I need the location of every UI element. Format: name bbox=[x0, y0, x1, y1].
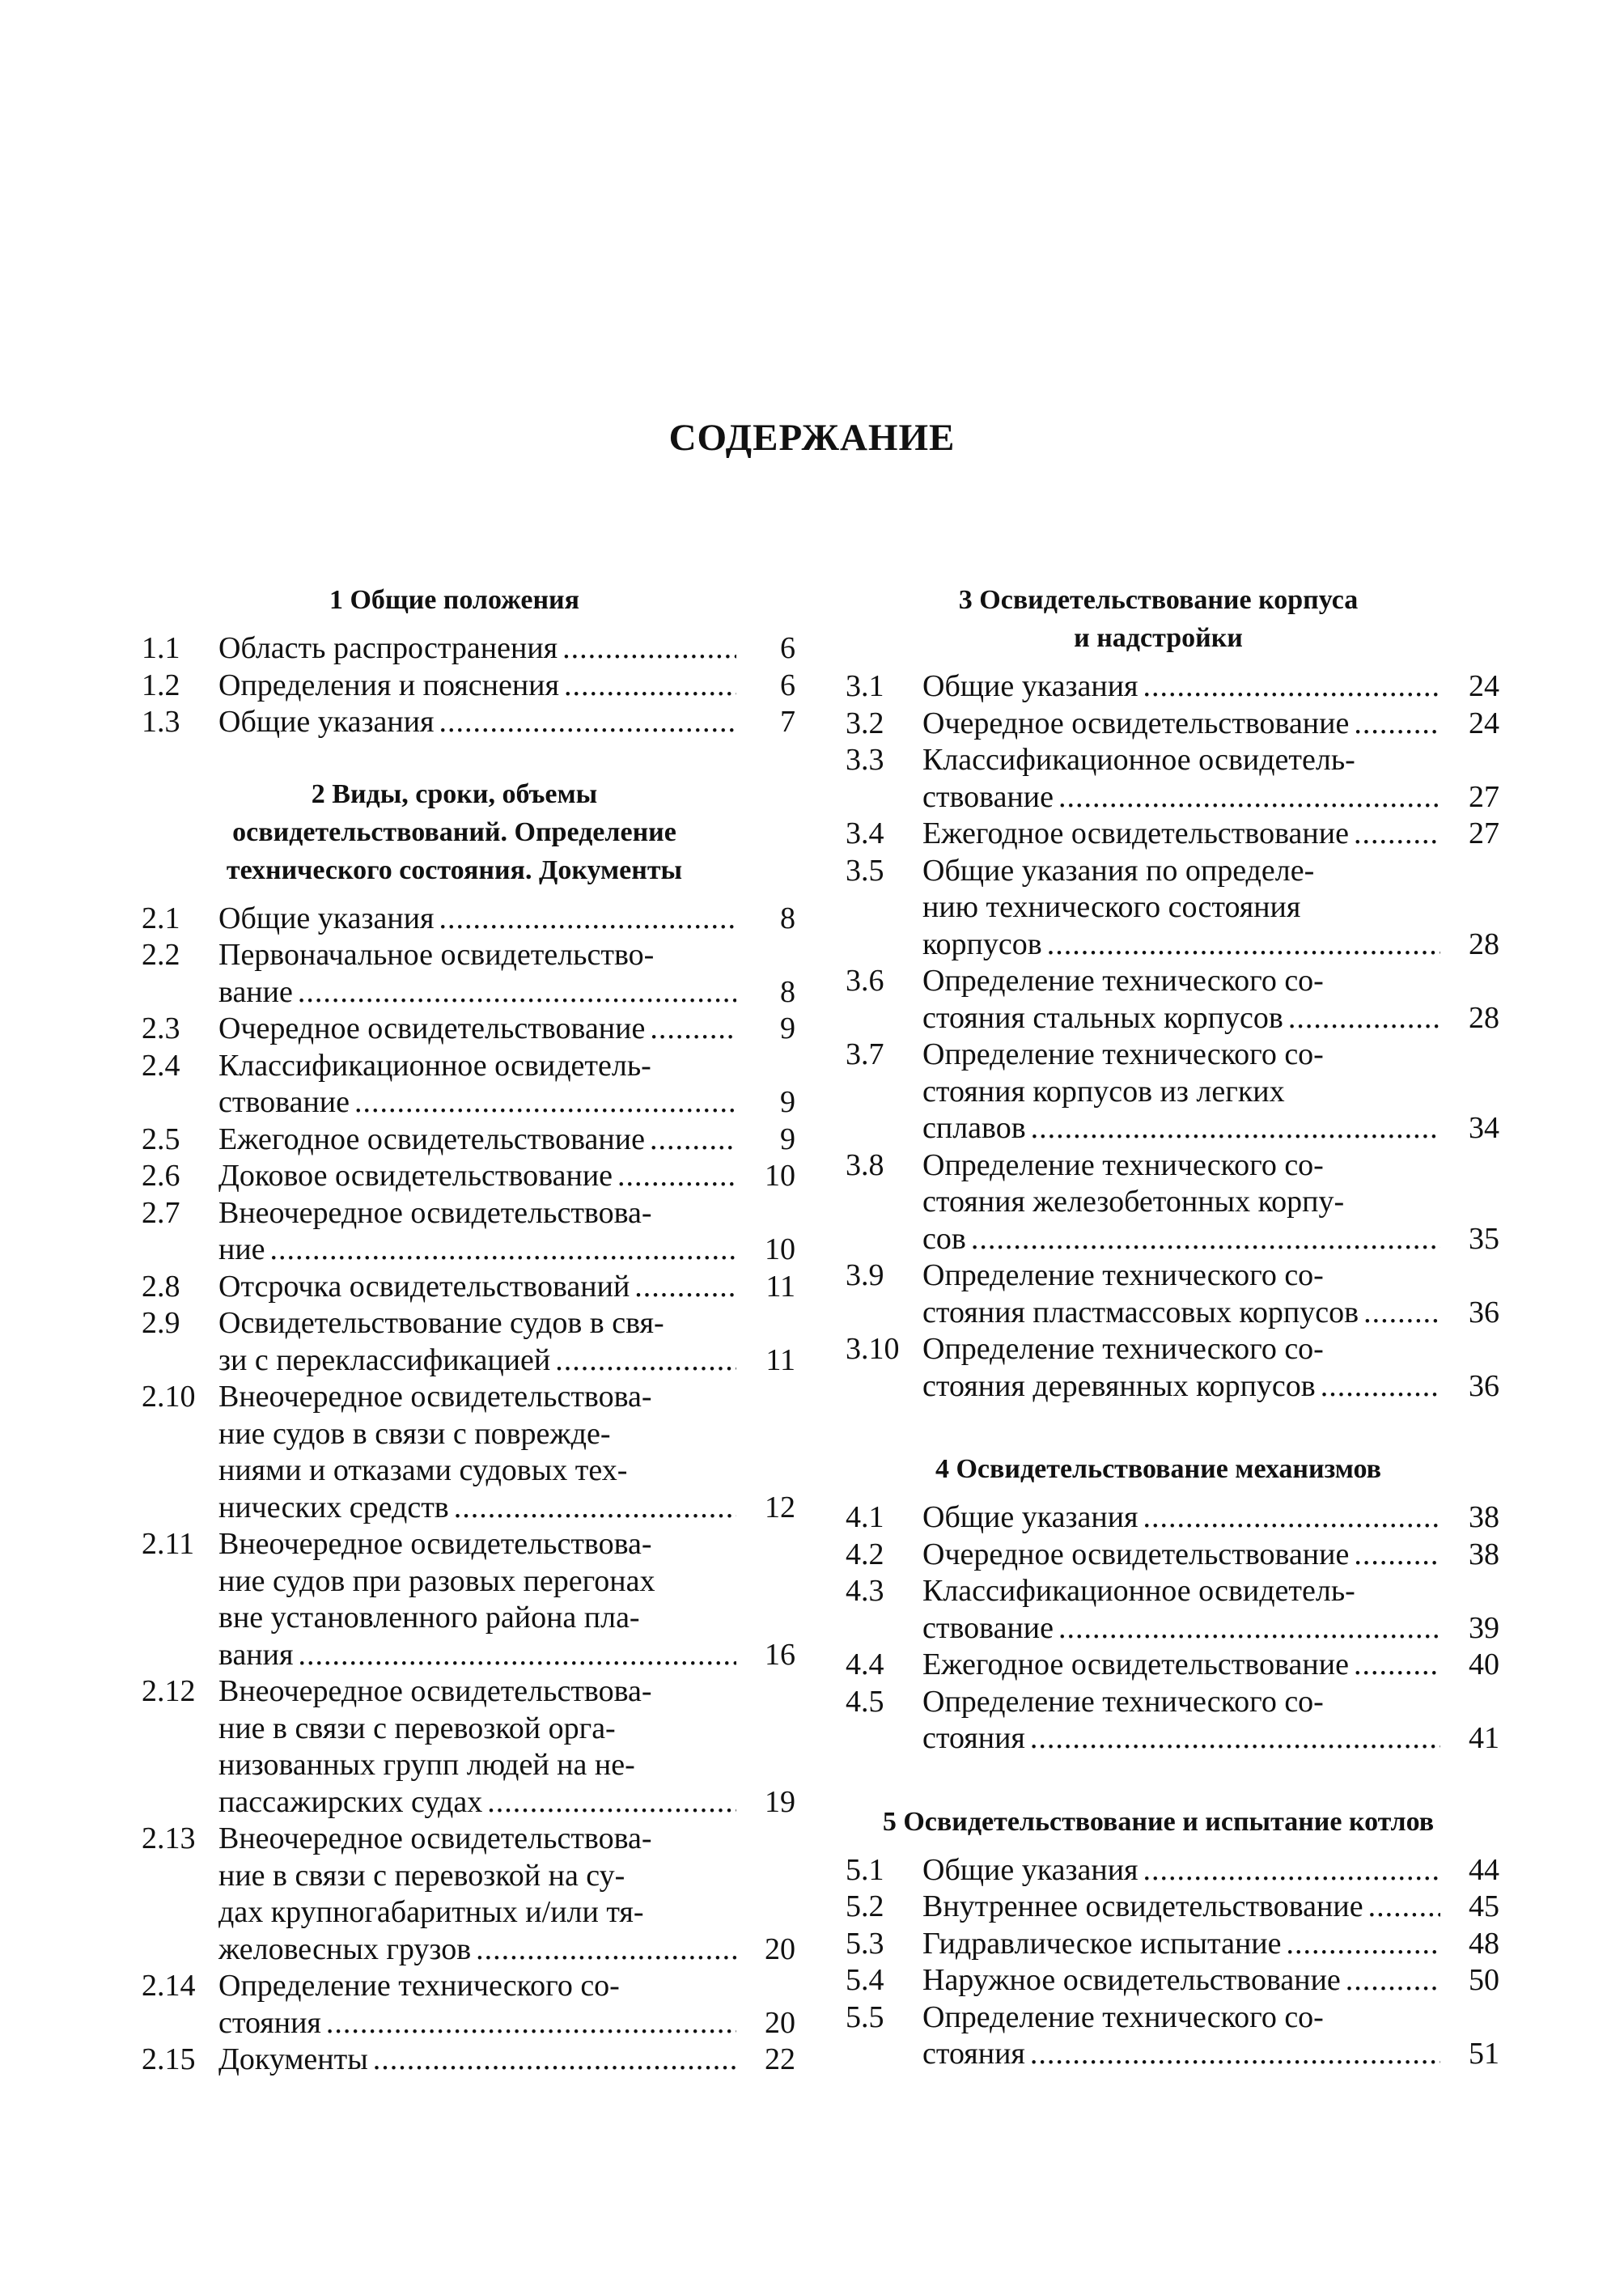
dot-leader bbox=[634, 1269, 736, 1306]
dot-leader bbox=[373, 2042, 736, 2079]
entry-title bbox=[922, 1852, 1440, 1889]
toc-right-column bbox=[846, 581, 1499, 2094]
dot-leader bbox=[1368, 1889, 1440, 1926]
entry-title bbox=[218, 1821, 736, 1968]
entry-number: 3.8 bbox=[846, 1147, 884, 1182]
dot-leader bbox=[1143, 668, 1440, 706]
entry-page-number: 8 bbox=[780, 901, 795, 935]
entry-title bbox=[218, 901, 736, 938]
entry-title-line: Внеочередное освидетельствова- bbox=[218, 1674, 652, 1708]
entry-page-number: 11 bbox=[765, 1342, 795, 1377]
entry-number: 5.2 bbox=[846, 1889, 884, 1923]
entry-page-number: 16 bbox=[765, 1637, 795, 1672]
entry-title-line: нических средств bbox=[218, 1490, 449, 1524]
entry-page-number: 51 bbox=[1469, 2037, 1499, 2071]
entry-title-line: Внеочередное освидетельствова- bbox=[218, 1195, 652, 1230]
entry-title-line: стояния деревянных корпусов bbox=[922, 1368, 1316, 1403]
entry-number: 3.5 bbox=[846, 853, 884, 888]
toc-entry[interactable] bbox=[846, 1684, 1499, 1758]
section-heading bbox=[846, 1450, 1499, 1488]
entry-title bbox=[922, 1573, 1440, 1647]
dot-leader bbox=[1143, 1852, 1440, 1889]
entry-title-line: ние судов при разовых перегонах bbox=[218, 1563, 655, 1598]
toc-entry[interactable] bbox=[846, 853, 1499, 964]
entry-page-number: 22 bbox=[765, 2042, 795, 2076]
entry-page-number: 6 bbox=[780, 631, 795, 665]
toc-entry[interactable] bbox=[142, 901, 795, 938]
entry-title bbox=[218, 1526, 736, 1673]
entry-title-line: стояния стальных корпусов bbox=[922, 1000, 1283, 1035]
dot-leader bbox=[1058, 779, 1440, 816]
entry-title-line: сов bbox=[922, 1221, 966, 1256]
entry-page-number: 28 bbox=[1469, 1000, 1499, 1035]
toc-entry[interactable] bbox=[142, 1673, 795, 1821]
toc-entry[interactable] bbox=[142, 1821, 795, 1968]
entry-page-number: 45 bbox=[1469, 1889, 1499, 1923]
entry-number: 3.9 bbox=[846, 1258, 884, 1292]
entry-title bbox=[218, 1269, 736, 1306]
entry-page-number: 20 bbox=[765, 1931, 795, 1966]
entry-title-line: Определение технического со- bbox=[922, 1684, 1324, 1719]
entry-number: 2.10 bbox=[142, 1380, 196, 1414]
entry-number: 2.11 bbox=[142, 1527, 195, 1561]
dot-leader bbox=[562, 630, 736, 668]
entry-number: 1.1 bbox=[142, 631, 180, 665]
dot-leader bbox=[1354, 1647, 1440, 1684]
dot-leader bbox=[1321, 1368, 1440, 1406]
entry-title bbox=[922, 1889, 1440, 1926]
dot-leader bbox=[326, 2005, 736, 2042]
entry-title bbox=[922, 1999, 1440, 2073]
toc-entry[interactable] bbox=[142, 1379, 795, 1526]
entry-page-number: 8 bbox=[780, 974, 795, 1009]
entry-title-line: пассажирских судах bbox=[218, 1784, 483, 1819]
entry-title-line: Общие указания bbox=[922, 669, 1138, 703]
dot-leader bbox=[555, 1342, 736, 1380]
entry-title-line: Очередное освидетельствование bbox=[218, 1011, 646, 1045]
entry-title-line: Очередное освидетельствование bbox=[922, 1537, 1350, 1571]
entry-title-line: Область распространения bbox=[218, 631, 558, 665]
dot-leader bbox=[1287, 1926, 1441, 1963]
toc-section bbox=[142, 581, 795, 741]
entry-title-line: Внеочередное освидетельствова- bbox=[218, 1821, 652, 1855]
entry-number: 2.14 bbox=[142, 1969, 196, 2003]
entry-title-line: Отсрочка освидетельствований bbox=[218, 1269, 630, 1304]
dot-leader bbox=[1354, 706, 1440, 743]
entry-page-number: 27 bbox=[1469, 779, 1499, 814]
entry-title-line: Документы bbox=[218, 2042, 368, 2076]
entry-number: 2.3 bbox=[142, 1011, 180, 1045]
entry-number: 2.13 bbox=[142, 1821, 196, 1855]
dot-leader bbox=[1047, 927, 1440, 964]
entry-title bbox=[218, 1011, 736, 1048]
entry-title-line: Наружное освидетельствование bbox=[922, 1963, 1341, 1997]
entry-title-line: Первоначальное освидетельство- bbox=[218, 938, 655, 972]
dot-leader bbox=[298, 974, 736, 1011]
toc-section bbox=[846, 1803, 1499, 2073]
toc-entry[interactable] bbox=[142, 1158, 795, 1195]
toc-entry[interactable] bbox=[846, 1852, 1499, 1889]
entry-title-line: корпусов bbox=[922, 927, 1042, 961]
section-heading-line: освидетельствований. Определение bbox=[232, 816, 676, 847]
section-heading-line: и надстройки bbox=[1074, 623, 1243, 653]
toc-section bbox=[846, 581, 1499, 1405]
entry-page-number: 44 bbox=[1469, 1852, 1499, 1887]
entry-title-line: стояния bbox=[922, 2037, 1025, 2071]
entry-number: 2.2 bbox=[142, 938, 180, 972]
entry-number: 3.7 bbox=[846, 1037, 884, 1071]
entry-title bbox=[218, 704, 736, 741]
entry-title bbox=[218, 1305, 736, 1379]
dot-leader bbox=[439, 704, 736, 741]
entry-page-number: 39 bbox=[1469, 1610, 1499, 1645]
entry-number: 3.3 bbox=[846, 743, 884, 777]
dot-leader bbox=[650, 1011, 736, 1048]
entry-title bbox=[218, 1673, 736, 1821]
entry-title bbox=[218, 1195, 736, 1269]
dot-leader bbox=[1030, 2036, 1440, 2073]
section-heading-line: 3 Освидетельствование корпуса bbox=[958, 585, 1359, 615]
entry-title bbox=[922, 706, 1440, 743]
entry-page-number: 19 bbox=[765, 1784, 795, 1819]
entry-title-line: желовесных грузов bbox=[218, 1931, 472, 1966]
entry-title bbox=[218, 1968, 736, 2042]
entry-title-line: ние в связи с перевозкой орга- bbox=[218, 1711, 616, 1745]
entry-page-number: 35 bbox=[1469, 1221, 1499, 1256]
entry-title-line: стояния пластмассовых корпусов bbox=[922, 1295, 1359, 1329]
entry-title bbox=[922, 1499, 1440, 1537]
entry-title-line: ние судов в связи с поврежде- bbox=[218, 1416, 611, 1451]
toc-entry[interactable] bbox=[142, 1048, 795, 1122]
entry-number: 1.2 bbox=[142, 668, 180, 702]
entry-title bbox=[922, 963, 1440, 1037]
entry-title-line: Определение технического со- bbox=[922, 1258, 1324, 1292]
entry-title-line: Общие указания bbox=[218, 705, 435, 739]
entry-title bbox=[922, 668, 1440, 706]
toc-left-column bbox=[142, 581, 795, 2100]
entry-title-line: вания bbox=[218, 1637, 294, 1672]
entry-title-line: Ежегодное освидетельствование bbox=[922, 1647, 1349, 1681]
section-heading-line: технического состояния. Документы bbox=[226, 854, 683, 885]
section-heading bbox=[846, 1803, 1499, 1841]
entry-title bbox=[218, 1048, 736, 1122]
dot-leader bbox=[487, 1784, 736, 1821]
entry-page-number: 7 bbox=[780, 705, 795, 739]
entry-page-number: 9 bbox=[780, 1085, 795, 1119]
dot-leader bbox=[1030, 1720, 1440, 1758]
entry-page-number: 48 bbox=[1469, 1926, 1499, 1961]
toc-section bbox=[846, 1450, 1499, 1758]
entry-number: 1.3 bbox=[142, 705, 180, 739]
toc-entry[interactable] bbox=[846, 1647, 1499, 1684]
entry-number: 3.6 bbox=[846, 964, 884, 998]
section-heading bbox=[142, 775, 795, 889]
entry-title-line: Доковое освидетельствование bbox=[218, 1159, 613, 1193]
dot-leader bbox=[650, 1122, 736, 1159]
toc-entry[interactable] bbox=[846, 1999, 1499, 2073]
entry-page-number: 12 bbox=[765, 1490, 795, 1524]
entry-title bbox=[922, 1037, 1440, 1147]
entry-title-line: ниями и отказами судовых тех- bbox=[218, 1453, 628, 1487]
entry-page-number: 10 bbox=[765, 1159, 795, 1193]
entry-page-number: 28 bbox=[1469, 927, 1499, 961]
entry-number: 2.9 bbox=[142, 1306, 180, 1340]
entry-title bbox=[922, 1537, 1440, 1574]
section-heading-line: 1 Общие положения bbox=[329, 585, 580, 615]
section-heading-line: 5 Освидетельствование и испытание котлов bbox=[882, 1806, 1435, 1837]
entry-title-line: Определения и пояснения bbox=[218, 668, 559, 702]
entry-title bbox=[218, 2042, 736, 2079]
entry-page-number: 11 bbox=[765, 1269, 795, 1304]
entry-page-number: 10 bbox=[765, 1232, 795, 1266]
entry-title-line: стояния bbox=[218, 2005, 321, 2040]
entry-title-line: ствование bbox=[218, 1085, 350, 1119]
toc-entry[interactable] bbox=[142, 1305, 795, 1379]
entry-number: 2.8 bbox=[142, 1269, 180, 1304]
entry-number: 2.1 bbox=[142, 901, 180, 935]
entry-number: 4.5 bbox=[846, 1684, 884, 1719]
entry-title-line: Определение технического со- bbox=[922, 1332, 1324, 1366]
entry-title-line: вание bbox=[218, 974, 293, 1009]
toc-entry[interactable] bbox=[846, 1257, 1499, 1331]
toc-entry[interactable] bbox=[846, 963, 1499, 1037]
entry-title bbox=[922, 1257, 1440, 1331]
entry-number: 2.7 bbox=[142, 1195, 180, 1230]
entry-title bbox=[218, 1379, 736, 1526]
entry-title-line: Общие указания bbox=[218, 901, 435, 935]
toc-entry[interactable] bbox=[142, 630, 795, 668]
dot-leader bbox=[476, 1931, 736, 1969]
toc-entry[interactable] bbox=[846, 1537, 1499, 1574]
dot-leader bbox=[1143, 1499, 1440, 1537]
entry-title bbox=[922, 1331, 1440, 1405]
dot-leader bbox=[1363, 1295, 1440, 1332]
entry-page-number: 20 bbox=[765, 2005, 795, 2040]
entry-number: 4.2 bbox=[846, 1537, 884, 1571]
entry-number: 5.1 bbox=[846, 1852, 884, 1887]
entry-number: 3.1 bbox=[846, 669, 884, 703]
entry-title-line: Общие указания по определе- bbox=[922, 853, 1315, 888]
section-heading bbox=[846, 581, 1499, 657]
entry-title-line: Классификационное освидетель- bbox=[922, 743, 1355, 777]
entry-title-line: стояния bbox=[922, 1721, 1025, 1755]
entry-title bbox=[922, 816, 1440, 853]
dot-leader bbox=[354, 1084, 736, 1122]
toc-entry[interactable] bbox=[846, 816, 1499, 853]
entry-title-line: ние в связи с перевозкой на су- bbox=[218, 1858, 625, 1893]
dot-leader bbox=[1354, 816, 1440, 853]
entry-title-line: Освидетельствование судов в свя- bbox=[218, 1306, 664, 1340]
entry-title bbox=[922, 1147, 1440, 1258]
entry-title bbox=[218, 668, 736, 705]
entry-page-number: 24 bbox=[1469, 706, 1499, 740]
dot-leader bbox=[1346, 1962, 1440, 1999]
entry-title-line: Определение технического со- bbox=[922, 1147, 1324, 1182]
entry-page-number: 38 bbox=[1469, 1500, 1499, 1534]
entry-title bbox=[922, 1926, 1440, 1963]
dot-leader bbox=[1288, 1000, 1440, 1037]
entry-title-line: Ежегодное освидетельствование bbox=[218, 1122, 645, 1156]
entry-title-line: Внеочередное освидетельствова- bbox=[218, 1527, 652, 1561]
entry-title-line: Определение технического со- bbox=[922, 1999, 1324, 2034]
dot-leader bbox=[617, 1158, 736, 1195]
entry-title bbox=[922, 1647, 1440, 1684]
entry-number: 4.3 bbox=[846, 1574, 884, 1608]
entry-title bbox=[218, 630, 736, 668]
toc-entry[interactable] bbox=[846, 1331, 1499, 1405]
entry-page-number: 36 bbox=[1469, 1368, 1499, 1403]
entry-title-line: сплавов bbox=[922, 1111, 1026, 1145]
toc-entry[interactable] bbox=[846, 1573, 1499, 1647]
entry-title-line: ствование bbox=[922, 779, 1054, 814]
section-heading bbox=[142, 581, 795, 619]
entry-title-line: Очередное освидетельствование bbox=[922, 706, 1350, 740]
toc-entry[interactable] bbox=[142, 1269, 795, 1306]
entry-title-line: Гидравлическое испытание bbox=[922, 1926, 1282, 1961]
page-title: СОДЕРЖАНИЕ bbox=[668, 417, 956, 459]
entry-title-line: Внутреннее освидетельствование bbox=[922, 1889, 1363, 1923]
entry-page-number: 6 bbox=[780, 668, 795, 702]
entry-title-line: низованных групп людей на не- bbox=[218, 1748, 635, 1782]
toc-entry[interactable] bbox=[142, 704, 795, 741]
entry-number: 2.12 bbox=[142, 1674, 196, 1708]
dot-leader bbox=[298, 1637, 736, 1674]
entry-number: 3.10 bbox=[846, 1332, 900, 1366]
entry-number: 2.4 bbox=[142, 1048, 180, 1083]
toc-entry[interactable] bbox=[846, 706, 1499, 743]
entry-number: 4.4 bbox=[846, 1647, 884, 1681]
entry-title-line: дах крупногабаритных и/или тя- bbox=[218, 1895, 644, 1929]
entry-number: 3.2 bbox=[846, 706, 884, 740]
entry-number: 5.3 bbox=[846, 1926, 884, 1961]
toc-entry[interactable] bbox=[142, 668, 795, 705]
entry-title-line: стояния железобетонных корпу- bbox=[922, 1185, 1345, 1219]
entry-title-line: ние bbox=[218, 1232, 265, 1266]
entry-title-line: нию технического состояния bbox=[922, 890, 1301, 924]
entry-title bbox=[922, 853, 1440, 964]
dot-leader bbox=[1354, 1537, 1440, 1574]
entry-title-line: Внеочередное освидетельствова- bbox=[218, 1380, 652, 1414]
entry-page-number: 40 bbox=[1469, 1647, 1499, 1681]
toc-entry[interactable] bbox=[846, 668, 1499, 706]
entry-page-number: 27 bbox=[1469, 816, 1499, 850]
dot-leader bbox=[1031, 1110, 1440, 1147]
toc-entry[interactable] bbox=[846, 1962, 1499, 1999]
toc-entry[interactable] bbox=[846, 1147, 1499, 1258]
dot-leader bbox=[454, 1490, 736, 1527]
entry-number: 4.1 bbox=[846, 1500, 884, 1534]
entry-title-line: зи с переклассификацией bbox=[218, 1342, 551, 1377]
toc-entry[interactable] bbox=[142, 1011, 795, 1048]
toc-entry[interactable] bbox=[142, 2042, 795, 2079]
entry-title bbox=[218, 1122, 736, 1159]
entry-number: 2.15 bbox=[142, 2042, 196, 2076]
toc-entry[interactable] bbox=[142, 1526, 795, 1673]
toc-entry[interactable] bbox=[846, 1926, 1499, 1963]
section-heading-line: 2 Виды, сроки, объемы bbox=[311, 778, 598, 809]
dot-leader bbox=[564, 668, 736, 705]
entry-title-line: Ежегодное освидетельствование bbox=[922, 816, 1349, 850]
entry-title-line: Общие указания bbox=[922, 1852, 1138, 1887]
entry-title-line: вне установленного района пла- bbox=[218, 1601, 640, 1635]
entry-title bbox=[218, 937, 736, 1011]
entry-page-number: 50 bbox=[1469, 1963, 1499, 1997]
entry-title-line: ствование bbox=[922, 1610, 1054, 1645]
section-heading-line: 4 Освидетельствование механизмов bbox=[935, 1454, 1382, 1484]
toc-entry[interactable] bbox=[142, 937, 795, 1011]
dot-leader bbox=[439, 901, 736, 938]
toc-entry[interactable] bbox=[142, 1122, 795, 1159]
entry-title-line: Классификационное освидетель- bbox=[218, 1048, 651, 1083]
toc-entry[interactable] bbox=[142, 1968, 795, 2042]
toc-entry[interactable] bbox=[846, 1499, 1499, 1537]
entry-page-number: 9 bbox=[780, 1011, 795, 1045]
toc-entry[interactable] bbox=[846, 1037, 1499, 1147]
entry-page-number: 36 bbox=[1469, 1295, 1499, 1329]
entry-number: 5.4 bbox=[846, 1963, 884, 1997]
entry-title-line: Определение технического со- bbox=[218, 1969, 620, 2003]
entry-page-number: 9 bbox=[780, 1122, 795, 1156]
dot-leader bbox=[1058, 1610, 1440, 1647]
entry-page-number: 41 bbox=[1469, 1721, 1499, 1755]
entry-title-line: Определение технического со- bbox=[922, 1037, 1324, 1071]
entry-title bbox=[218, 1158, 736, 1195]
entry-number: 2.6 bbox=[142, 1159, 180, 1193]
entry-title-line: Общие указания bbox=[922, 1500, 1138, 1534]
toc-entry[interactable] bbox=[142, 1195, 795, 1269]
toc-section bbox=[142, 775, 795, 2079]
entry-title-line: стояния корпусов из легких bbox=[922, 1074, 1285, 1109]
dot-leader bbox=[270, 1232, 736, 1269]
entry-number: 2.5 bbox=[142, 1122, 180, 1156]
entry-number: 5.5 bbox=[846, 1999, 884, 2034]
entry-title bbox=[922, 1684, 1440, 1758]
entry-title bbox=[922, 1962, 1440, 1999]
entry-title-line: Классификационное освидетель- bbox=[922, 1574, 1355, 1608]
entry-page-number: 38 bbox=[1469, 1537, 1499, 1571]
entry-number: 3.4 bbox=[846, 816, 884, 850]
toc-entry[interactable] bbox=[846, 1889, 1499, 1926]
entry-page-number: 34 bbox=[1469, 1111, 1499, 1145]
dot-leader bbox=[971, 1221, 1440, 1258]
toc-entry[interactable] bbox=[846, 742, 1499, 816]
entry-title-line: Определение технического со- bbox=[922, 964, 1324, 998]
entry-page-number: 24 bbox=[1469, 669, 1499, 703]
entry-title bbox=[922, 742, 1440, 816]
